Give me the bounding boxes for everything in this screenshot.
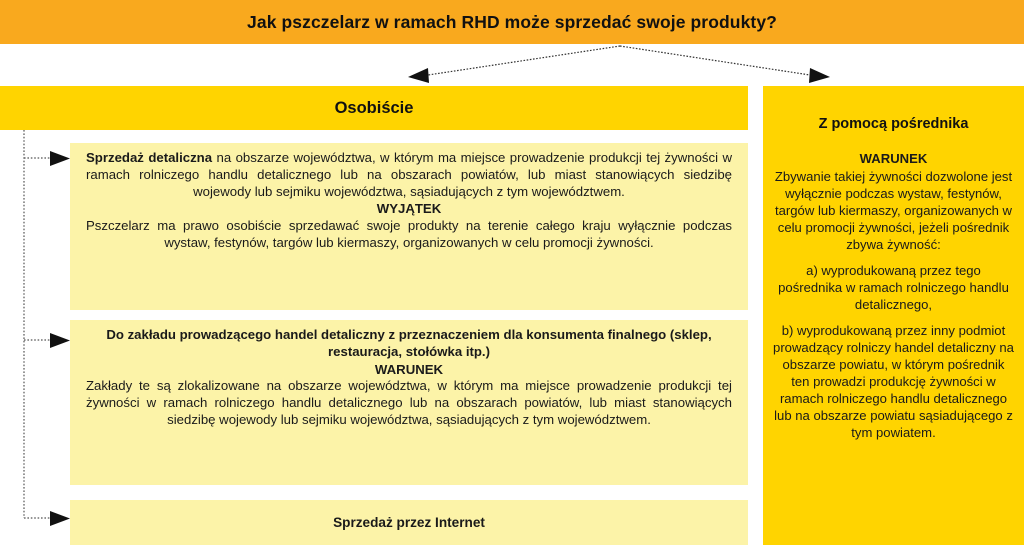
column-header-intermediary-label: Z pomocą pośrednika xyxy=(818,116,969,132)
connector-arrow-box-3 xyxy=(24,511,70,526)
intermediary-condition-text: Zbywanie takiej żywności dozwolone jest wyłącznie podczas wystaw, festynów, targów lub kiermaszy, organizowanych w celu promocji żywności, jeżeli pośrednik zbywa żywność: xyxy=(774,169,1013,253)
content-box-retail-establishment xyxy=(70,320,748,485)
content-box-retail-sale xyxy=(70,143,748,310)
intermediary-item-b: b) wyprodukowaną przez inny podmiot prowadzący rolniczy handel detaliczny na obszarze powiatu, w którym pośrednik ten prowadzi produkcję żywności w ramach rolniczego handlu detalicznego lub na obszarze powiatu sąsiadującego z tym powiatem. xyxy=(773,323,1014,441)
content-box-internet-sale xyxy=(70,500,748,545)
connector-arrow-box-2 xyxy=(24,333,70,348)
retail-establishment-title: Do zakładu prowadzącego handel detaliczny z przeznaczeniem dla konsumenta finalnego (sklep, restauracja, stołówka itp.) xyxy=(106,327,712,359)
retail-establishment-condition-text: Zakłady te są zlokalizowane na obszarze województwa, w którym ma miejsce prowadzenie produkcji tej żywności w ramach rolniczego handlu detalicznego lub na obszarach powiatów, lub miast stanowiących siedzibę wojewody lub sejmiku województwa, sąsiadujących z tym województwem. xyxy=(86,378,732,427)
intermediary-condition-label: WARUNEK xyxy=(859,151,928,166)
retail-sale-exception-text: Pszczelarz ma prawo osobiście sprzedawać swoje produkty na terenie całego kraju wyłącznie podczas wystaw, festynów, targów lub kiermaszy, organizowanych w celu promocji żywności. xyxy=(86,218,732,250)
intermediary-item-a: a) wyprodukowaną przez tego pośrednika w ramach rolniczego handlu detalicznego, xyxy=(778,263,1009,313)
retail-establishment-condition-label: WARUNEK xyxy=(374,361,444,377)
branch-arrows xyxy=(0,44,1024,88)
connector-arrow-box-1 xyxy=(24,151,70,166)
internet-sale-label: Sprzedaż przez Internet xyxy=(333,514,485,530)
column-header-personal-label: Osobiście xyxy=(334,98,414,117)
retail-sale-exception-label: WYJĄTEK xyxy=(376,201,442,217)
column-header-intermediary xyxy=(763,86,1024,142)
content-panel-intermediary xyxy=(763,142,1024,545)
page-title: Jak pszczelarz w ramach RHD może sprzedać swoje produkty? xyxy=(247,11,777,32)
page-header-bar xyxy=(0,0,1024,44)
branch-arrow-left xyxy=(408,46,620,83)
column-header-personal xyxy=(0,86,748,130)
retail-sale-lead-rest: na obszarze województwa, w którym ma miejsce prowadzenie produkcji tej żywności w ramach rolniczego handlu detalicznego lub na obszarach powiatów, lub miast stanowiących siedzibę wojewody lub sejmiku województwa, sąsiadujących z tym województwem. xyxy=(86,150,732,199)
branch-arrow-right xyxy=(620,46,830,83)
retail-sale-lead xyxy=(84,150,734,200)
retail-sale-lead-bold: Sprzedaż detaliczna xyxy=(86,150,213,165)
